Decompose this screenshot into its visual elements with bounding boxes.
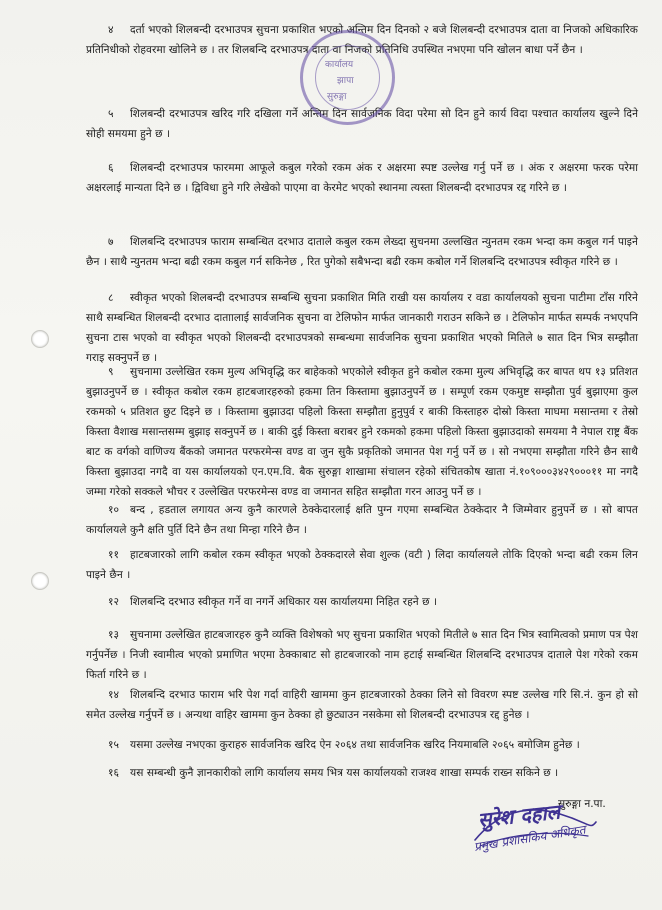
clause-text: शिलबन्दी दरभाउपत्र खरिद गरि दखिला गर्ने अन्तिम दिन सार्वजनिक विदा परेमा सो दिन हुने कार्य विदा पश्चात कार्यालय खुल्ने दिने सोही समयमा हुने छ । [86, 108, 638, 140]
clause-6 [86, 158, 638, 198]
clause-14 [86, 685, 638, 725]
clause-number: ९ [108, 366, 114, 378]
clause-9 [86, 362, 638, 502]
clause-text: शिलबन्दि दरभाउपत्र फाराम सम्बन्धित दरभाउ दाताले कबुल रकम लेख्दा सुचनमा उल्लखित न्युनतम रकम भन्दा कम कबुल गर्न पाइने छैन । साथै न्युनतम भन्दा बढी रकम कबुल गर्न सकिनेछ , रित पुगेको सबैभन्दा बढी रकम कबोल गर्ने शिलबन्दि दरभाउपत्र स्वीकृत गरिने छ । [86, 236, 638, 268]
clause-number: १५ [108, 739, 120, 751]
clause-number: ११ [108, 549, 120, 561]
signature-name: सुरेश दहाल [476, 799, 562, 832]
clause-10 [86, 500, 638, 540]
clause-number: १६ [108, 767, 120, 779]
clause-text: यस सम्बन्धी कुनै ज्ञानकारीको लागि कार्यालय समय भित्र यस कार्यालयको राजश्व शाखा सम्पर्क राख्न सकिने छ । [130, 767, 559, 779]
clause-16 [86, 763, 638, 783]
clause-text: सुचनामा उल्लेखित हाटबजारहरु कुनै व्यक्ति विशेषको भए सुचना प्रकाशित भएको मितीले ७ सात दिन भित्र स्वामित्वको प्रमाण पत्र पेश गर्नुपर्नेछ । निजी स्वामीत्व भएको प्रमाणित भएमा ठेक्काबाट सो हाटबजारको नाम हटाई सम्बन्धित शिलबन्दि दरभाउपत्र दाताले पेश गरेको रकम फिर्ता गरिने छ । [86, 629, 638, 681]
clause-text: हाटबजारको लागि कबोल रकम स्वीकृत भएको ठेक्कदारले सेवा शुल्क (वटी ) लिदा कार्यालयले तोकि दिएको भन्दा बढी रकम लिन पाइने छैन । [86, 549, 638, 581]
punch-hole [31, 572, 49, 590]
clause-text: शिलबन्दी दरभाउपत्र फारममा आफूले कबुल गरेको रकम अंक र अक्षरमा स्पष्ट उल्लेख गर्नु पर्ने छ । अंक र अक्षरमा फरक परेमा अक्षरलाई मान्यता दिने छ । द्विविधा हुने गरि लेखेको पाएमा वा केरमेट भएको स्थानमा त्यस्ता शिलबन्दी दरभाउपत्र रद्द गरिने छ । [86, 162, 638, 194]
clause-number: १३ [108, 629, 120, 641]
clause-number: ५ [108, 108, 114, 120]
clause-text: शिलबन्दि दरभाउ फाराम भरि पेश गर्दा वाहिरी खाममा कुन हाटबजारको ठेक्का लिने सो विवरण स्पष्ट उल्लेख गरि सि.नं. कुन हो सो समेत उल्लेख गर्नुपर्ने छ । अन्यथा वाहिर खाममा कुन ठेक्का हो छुट्याउन नसकेमा सो शिलबन्दी दरभाउपत्र रद्द हुनेछ । [86, 689, 638, 721]
clause-12 [86, 592, 638, 612]
clause-11 [86, 545, 638, 585]
clause-text: बन्द , हडताल लगायत अन्य कुनै कारणले ठेक्केदारलाई क्षति पुग्न गएमा सम्बन्धित ठेक्केदार नै जिम्मेवार हुनुपर्ने छ । सो बापत कार्यालयले कुनै क्षति पुर्ति दिने छैन तथा मिन्हा गरिने छैन । [86, 504, 638, 536]
clause-text: सुचनामा उल्लेखित रकम मुल्य अभिवृद्धि कर बाहेकको भएकोले स्वीकृत हुने कबोल रकमा मुल्य अभिवृद्धि कर बापत थप १३ प्रतिशत बुझाउनुपर्ने छ । स्वीकृत कबोल रकम हाटबजारहरुको हकमा तिन किस्तामा बुझाउनुपर्ने छ । सम्पूर्ण रकम एकमुष्ट सम्झौता पुर्व बुझाएमा कुल रकमको ५ प्रतिशत छुट दिइने छ । किस्तामा बुझाउदा पहिलो किस्ता सम्झौता हुनुपुर्व र बाकी किस्ताहरु दोस्रो किस्ता माघमा मसान्तमा र तेस्रो किस्ता वैशाख मसान्तसम्म बुझाइ सक्नुपर्ने छ । बाकी दुई किस्ता बराबर हुने रकमको हकमा पहिलो किस्ता बुझाउदाको समयमा नै नेपाल राष्ट्र बैंक बाट क वर्गको वाणिज्य बैंकको जमानत परफरमेन्स वण्ड वा जुन सुकै प्रकृतिको जमानत पेश गर्नु पर्ने छ । सो नभएमा सम्झौता गरिने छैन साथै किस्ता बुझाउदा नगदै वा यस कार्यालयको एन.एम.वि. बैक सुरुङ्गा शाखामा संचालन रहेको संचितकोष खाता नं.१०९०००३४२९०००११ मा नगदै जम्मा गरेको सक्कले भौचर र उल्लेखित परफरमेन्स वण्ड वा जमानत सहित सम्झौता गरन आउनु पर्ने छ । [86, 366, 638, 498]
office-stamp [300, 30, 395, 125]
clause-number: १४ [108, 689, 120, 701]
signature-title: प्रमुख प्रशासकिय अधिकृत [472, 822, 587, 854]
clause-number: ८ [108, 292, 114, 304]
clause-8 [86, 288, 638, 368]
clause-number: ४ [108, 24, 114, 36]
office-name: सुरुङ्गा न.पा. [558, 798, 606, 810]
clause-text: शिलबन्दि दरभाउ स्वीकृत गर्ने वा नगर्ने अधिकार यस कार्यालयमा निहित रहने छ । [130, 596, 438, 608]
clause-15 [86, 735, 638, 755]
clause-7 [86, 232, 638, 272]
punch-hole [31, 330, 49, 348]
clause-13 [86, 625, 638, 685]
clause-text: दर्ता भएको शिलबन्दी दरभाउपत्र सुचना प्रकाशित भएको अन्तिम दिन दिनको २ बजे शिलबन्दी दरभाउपत्र दाता वा निजको अधिकारिक प्रतिनिधीको रोहवरमा खोलिने छ । तर शिलबन्दि दरभाउपत्र दाता वा निजको प्रतिनिधि उपस्थित नभएमा पनि खोलन बाधा पर्ने छैन । [86, 24, 638, 56]
clause-number: ७ [108, 236, 114, 248]
clause-number: १२ [108, 596, 120, 608]
clause-text: स्वीकृत भएको शिलबन्दी दरभाउपत्र सम्बन्धि सुचना प्रकाशित मिति राखी यस कार्यालय र वडा कार्यालयको सुचना पाटीमा टाँस गरिने साथै सम्बन्धित शिलबन्दी दरभाउ दाताालाई सार्वजनिक सुचना वा टेलिफोन मार्फत जानकारी गराउन सकिने छ । टेलिफोन मार्फत सम्पर्क नभएपनि सुचना टास भएको वा स्वीकृत भएको शिलबन्दी दरभाउपत्रको सम्बन्धमा सार्वजनिक सुचना प्रकाशित भएको मितिले ७ सात दिन भित्र सम्झौता गराइ सक्नुपर्ने छ । [86, 292, 638, 364]
stamp-text: कार्यालय [325, 60, 354, 70]
stamp-text: सुरुङ्गा [327, 92, 347, 102]
clause-number: ६ [108, 162, 114, 174]
stamp-text: झापा [337, 76, 354, 86]
clause-text: यसमा उल्लेख नभएका कुराहरु सार्वजनिक खरिद ऐन २०६४ तथा सार्वजनिक खरिद नियमाबलि २०६५ बमोजिम हुनेछ । [130, 739, 580, 751]
clause-number: १० [108, 504, 120, 516]
